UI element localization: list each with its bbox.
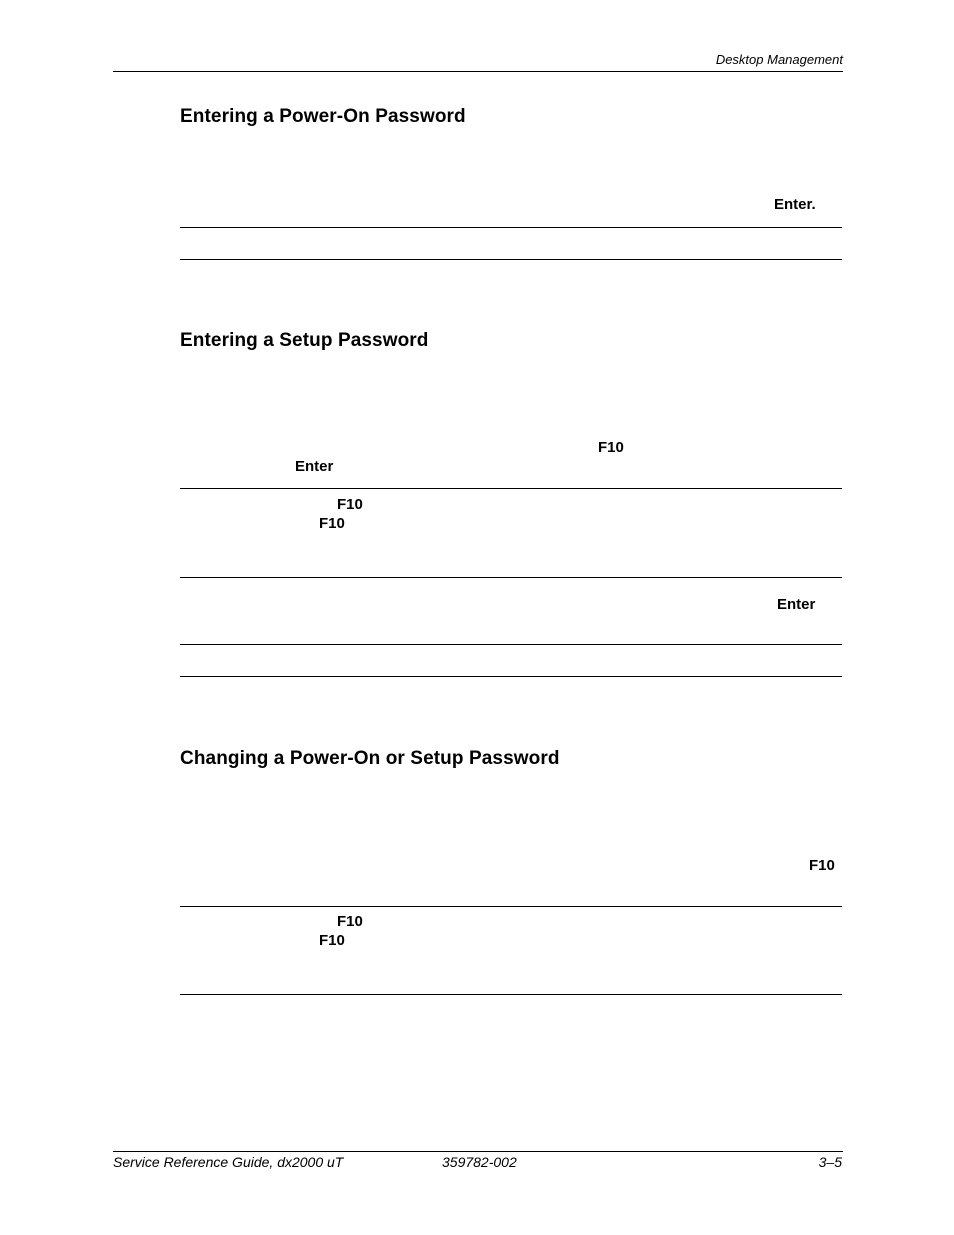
note-rule-bottom (180, 577, 842, 578)
note-rule-bottom (180, 259, 842, 260)
key-f10: F10 (598, 439, 624, 456)
key-f10: F10 (809, 857, 835, 874)
key-f10: F10 (337, 496, 363, 513)
key-enter: Enter (295, 458, 334, 475)
footer-part-number: 359782-002 (442, 1154, 517, 1170)
footer-rule (113, 1151, 843, 1152)
section-heading-setup: Entering a Setup Password (180, 330, 429, 351)
footer-guide-title: Service Reference Guide, dx2000 uT (113, 1154, 344, 1170)
note-rule-bottom (180, 994, 842, 995)
note-rule-top (180, 227, 842, 228)
running-header-title: Desktop Management (715, 52, 843, 67)
section-heading-changing: Changing a Power-On or Setup Password (180, 748, 560, 769)
note-rule-bottom (180, 676, 842, 677)
key-f10: F10 (319, 515, 345, 532)
note-rule-top (180, 906, 842, 907)
key-enter: Enter. (774, 196, 816, 213)
note-rule-top (180, 644, 842, 645)
key-f10: F10 (337, 913, 363, 930)
header-rule (113, 71, 843, 72)
key-f10: F10 (319, 932, 345, 949)
footer-page-number: 3–5 (818, 1154, 842, 1170)
section-heading-power-on: Entering a Power-On Password (180, 106, 466, 127)
key-enter: Enter (777, 596, 816, 613)
note-rule-top (180, 488, 842, 489)
